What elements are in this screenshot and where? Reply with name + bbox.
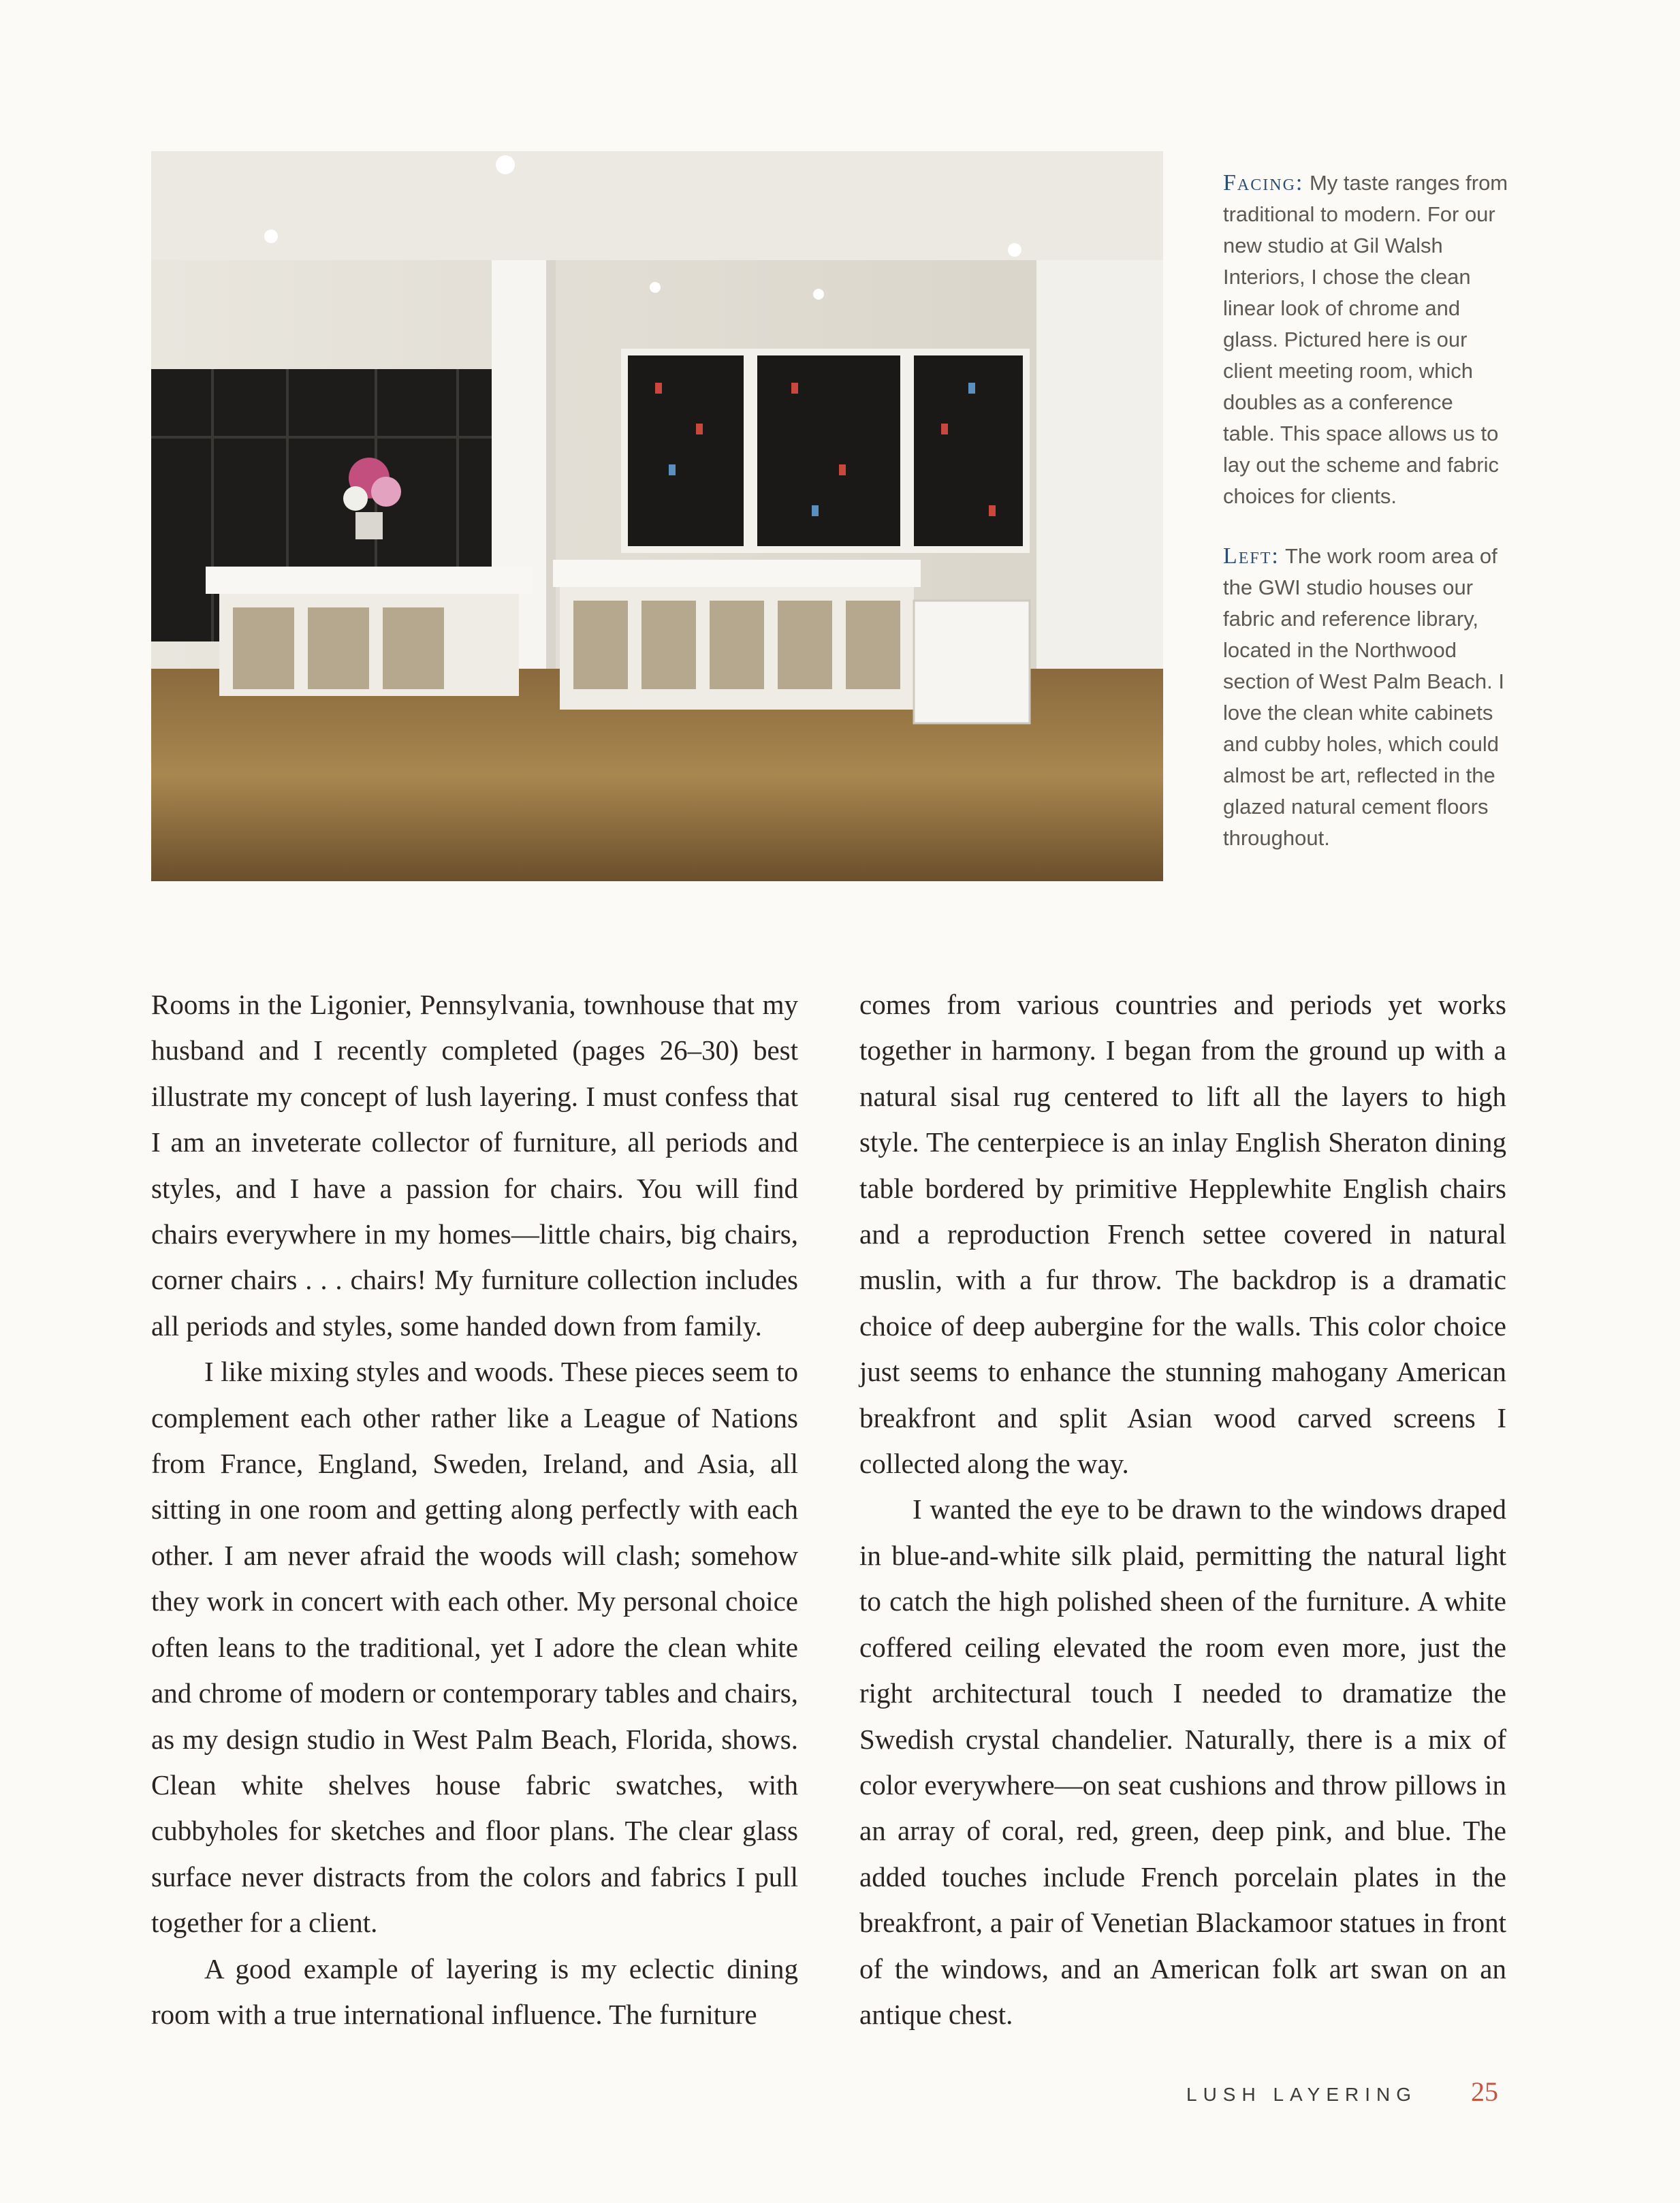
caption-facing — [1223, 168, 1509, 512]
studio-photo-illustration — [151, 151, 1163, 881]
studio-photo — [151, 151, 1163, 881]
page-number: 25 — [1471, 2076, 1498, 2107]
body-paragraph: I wanted the eye to be drawn to the windows draped in blue-and-white silk plaid, permitting the natural light to catch the high polished sheen of the furniture. A white coffered ceiling elevated the room even more, just the right architectural touch I needed to dramatize the Swedish crystal chandelier. Naturally, there is a mix of color everywhere—on seat cushions and throw pillows in an array of coral, red, green, deep pink, and blue. The added touches include French porcelain plates in the breakfront, a pair of Venetian Blackamoor statues in front of the windows, and an American folk art swan on an antique chest. — [859, 1493, 1506, 2030]
caption-left — [1223, 541, 1509, 854]
caption-label: Left: — [1223, 543, 1280, 569]
body-paragraph: comes from various countries and periods yet works together in harmony. I began from the ground up with a natural sisal rug centered to lift all the layers to high style. The centerpiece is an inlay English Sheraton dining table bordered by primitive Hepplewhite English chairs and a reproduction French settee covered in natural muslin, with a fur throw. The backdrop is a dramatic choice of deep aubergine for the walls. This color choice just seems to enhance the stunning mahogany American breakfront and split Asian wood carved screens I collected along the way. — [859, 989, 1506, 1480]
running-footer-title: LUSH LAYERING — [1186, 2084, 1417, 2105]
body-paragraph: I like mixing styles and woods. These pieces seem to complement each other rather like a League of Nations from France, England, Sweden, Ireland, and Asia, all sitting in one room and getting along perfectly with each other. I am never afraid the woods will clash; somehow they work in concert with each other. My personal choice often leans to the traditional, yet I adore the clean white and chrome of modern or contemporary tables and chairs, as my design studio in West Palm Beach, Florida, shows. Clean white shelves house fabric swatches, with cubbyholes for sketches and floor plans. The clear glass surface never distracts from the colors and fabrics I pull together for a client. — [151, 1356, 798, 1939]
body-paragraph: A good example of layering is my eclectic dining room with a true international influence. The furniture — [151, 1952, 798, 2030]
caption-text: The work room area of the GWI studio houses our fabric and reference library, located in the Northwood section of West Palm Beach. I love the clean white cabinets and cubby holes, which could almost be art, reflected in the glazed natural cement floors throughout. — [1223, 544, 1504, 850]
photo-captions — [1223, 168, 1509, 883]
body-paragraph: Rooms in the Ligonier, Pennsylvania, townhouse that my husband and I recently completed (pages 26–30) best illustrate my concept of lush layering. I must confess that I am an inveterate collector of furniture, all periods and styles, and I have a passion for chairs. You will find chairs everywhere in my homes—little chairs, big chairs, corner chairs . . . chairs! My furniture collection includes all periods and styles, some handed down from family. — [151, 989, 798, 1342]
caption-label: Facing: — [1223, 170, 1304, 195]
caption-text: My taste ranges from traditional to modern. For our new studio at Gil Walsh Interiors, I chose the clean linear look of chrome and glass. Pictured here is our client meeting room, which doubles as a conference table. This space allows us to lay out the scheme and fabric choices for clients. — [1223, 171, 1508, 508]
body-column-right — [859, 982, 1506, 2038]
body-column-left — [151, 982, 798, 2038]
